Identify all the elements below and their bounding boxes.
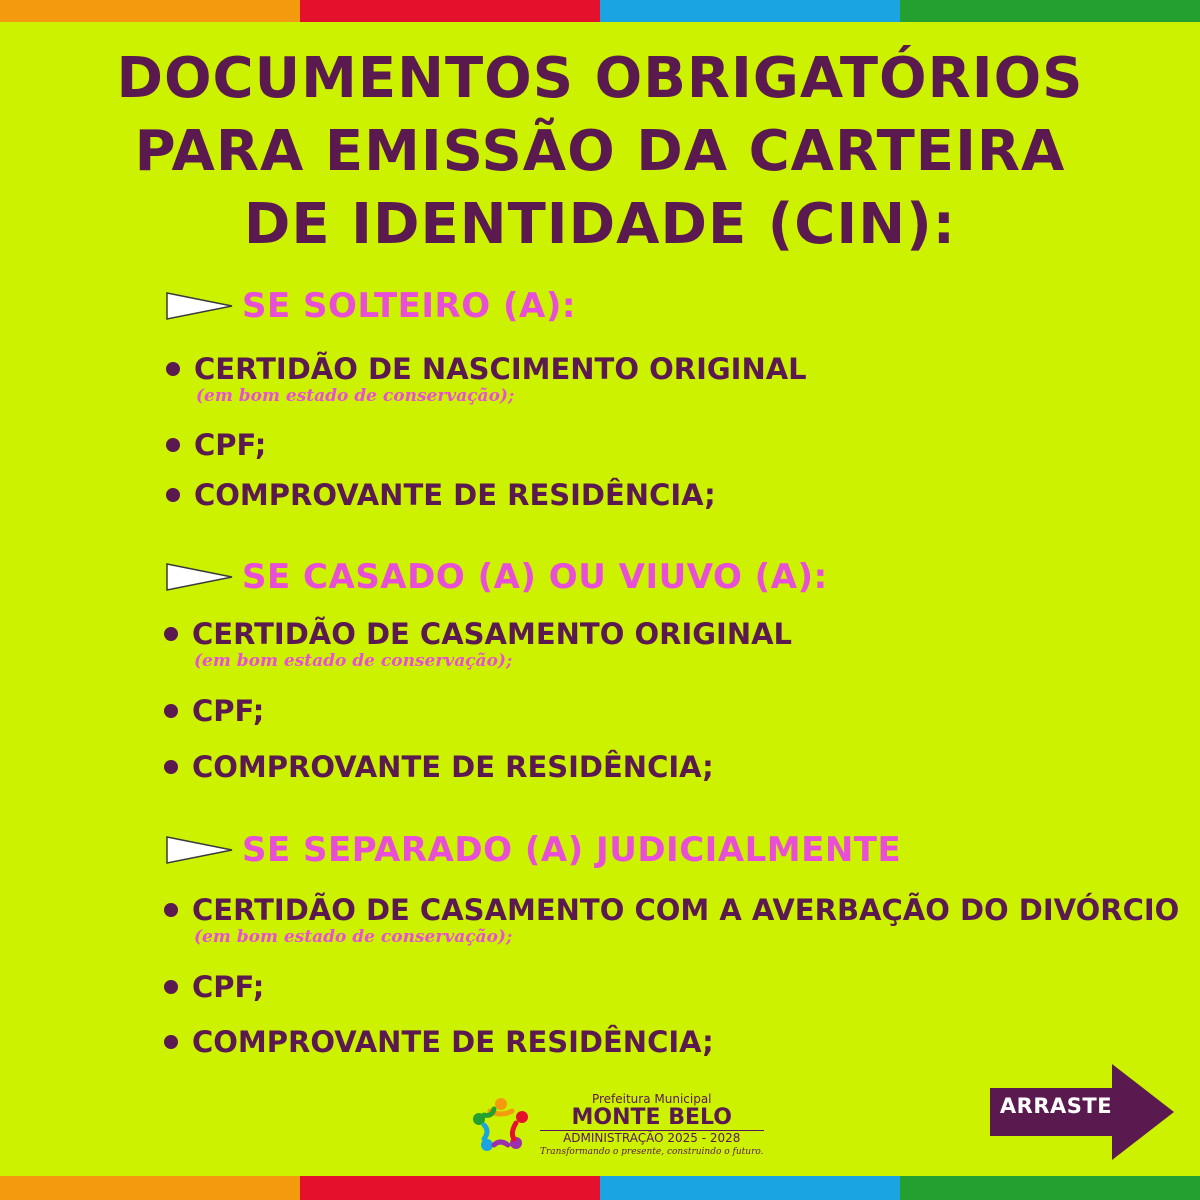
- stripe-blue: [600, 0, 900, 22]
- section-heading-separado: [166, 830, 901, 870]
- bullet-icon: [164, 903, 178, 917]
- logo-name: MONTE BELO: [571, 1105, 732, 1130]
- stripe-green: [900, 0, 1200, 22]
- list-item: [164, 750, 714, 784]
- item-label: CERTIDÃO DE NASCIMENTO ORIGINAL: [194, 352, 807, 386]
- page-title: [0, 42, 1200, 261]
- bullet-icon: [166, 488, 180, 502]
- list-item: [166, 352, 807, 406]
- item-label: CPF;: [192, 970, 265, 1004]
- bullet-icon: [166, 438, 180, 452]
- title-line-3: DE IDENTIDADE (CIN):: [243, 192, 957, 257]
- item-label: COMPROVANTE DE RESIDÊNCIA;: [192, 750, 714, 784]
- stripe-orange: [0, 1176, 300, 1200]
- bullet-icon: [166, 362, 180, 376]
- top-color-stripe: [0, 0, 1200, 22]
- section-label: SE SOLTEIRO (A):: [242, 286, 576, 326]
- bullet-icon: [164, 704, 178, 718]
- item-note: (em bom estado de conservação);: [194, 927, 513, 947]
- municipal-logo: [470, 1092, 764, 1159]
- pennant-arrow-icon: [166, 291, 234, 321]
- bullet-icon: [164, 760, 178, 774]
- item-label: CPF;: [194, 428, 267, 462]
- item-note: (em bom estado de conservação);: [194, 651, 513, 671]
- bullet-icon: [164, 627, 178, 641]
- item-label: COMPROVANTE DE RESIDÊNCIA;: [192, 1025, 714, 1059]
- bottom-color-stripe: [0, 1176, 1200, 1200]
- item-label: CPF;: [192, 694, 265, 728]
- stripe-red: [300, 0, 600, 22]
- item-label: CERTIDÃO DE CASAMENTO COM A AVERBAÇÃO DO DIVÓRCIO: [192, 893, 1180, 927]
- swipe-next-button[interactable]: [990, 1064, 1174, 1160]
- list-item: [166, 478, 716, 512]
- bullet-icon: [164, 1035, 178, 1049]
- section-heading-solteiro: [166, 286, 576, 326]
- section-heading-casado: [166, 557, 828, 597]
- title-line-1: DOCUMENTOS OBRIGATÓRIOS: [116, 46, 1084, 111]
- list-item: [164, 694, 264, 728]
- section-label: SE CASADO (A) OU VIUVO (A):: [242, 557, 828, 597]
- bullet-icon: [164, 980, 178, 994]
- section-label: SE SEPARADO (A) JUDICIALMENTE: [242, 830, 902, 870]
- logo-slogan: Transformando o presente, construindo o futuro.: [540, 1147, 764, 1157]
- logo-subtitle: Prefeitura Municipal: [591, 1092, 712, 1106]
- stripe-red: [300, 1176, 600, 1200]
- list-item: [164, 970, 264, 1004]
- item-label: COMPROVANTE DE RESIDÊNCIA;: [194, 478, 716, 512]
- swipe-label: ARRASTE: [999, 1094, 1113, 1118]
- stripe-orange: [0, 0, 300, 22]
- list-item: [166, 428, 266, 462]
- logo-administration: ADMINISTRAÇÃO 2025 - 2028: [540, 1130, 764, 1145]
- pennant-arrow-icon: [166, 835, 234, 865]
- item-note: (em bom estado de conservação);: [196, 386, 515, 406]
- list-item: [164, 893, 1179, 947]
- pennant-arrow-icon: [166, 562, 234, 592]
- people-circle-logo-icon: [470, 1095, 532, 1157]
- title-line-2: PARA EMISSÃO DA CARTEIRA: [134, 119, 1066, 184]
- list-item: [164, 617, 792, 671]
- item-label: CERTIDÃO DE CASAMENTO ORIGINAL: [192, 617, 793, 651]
- list-item: [164, 1025, 714, 1059]
- stripe-green: [900, 1176, 1200, 1200]
- stripe-blue: [600, 1176, 900, 1200]
